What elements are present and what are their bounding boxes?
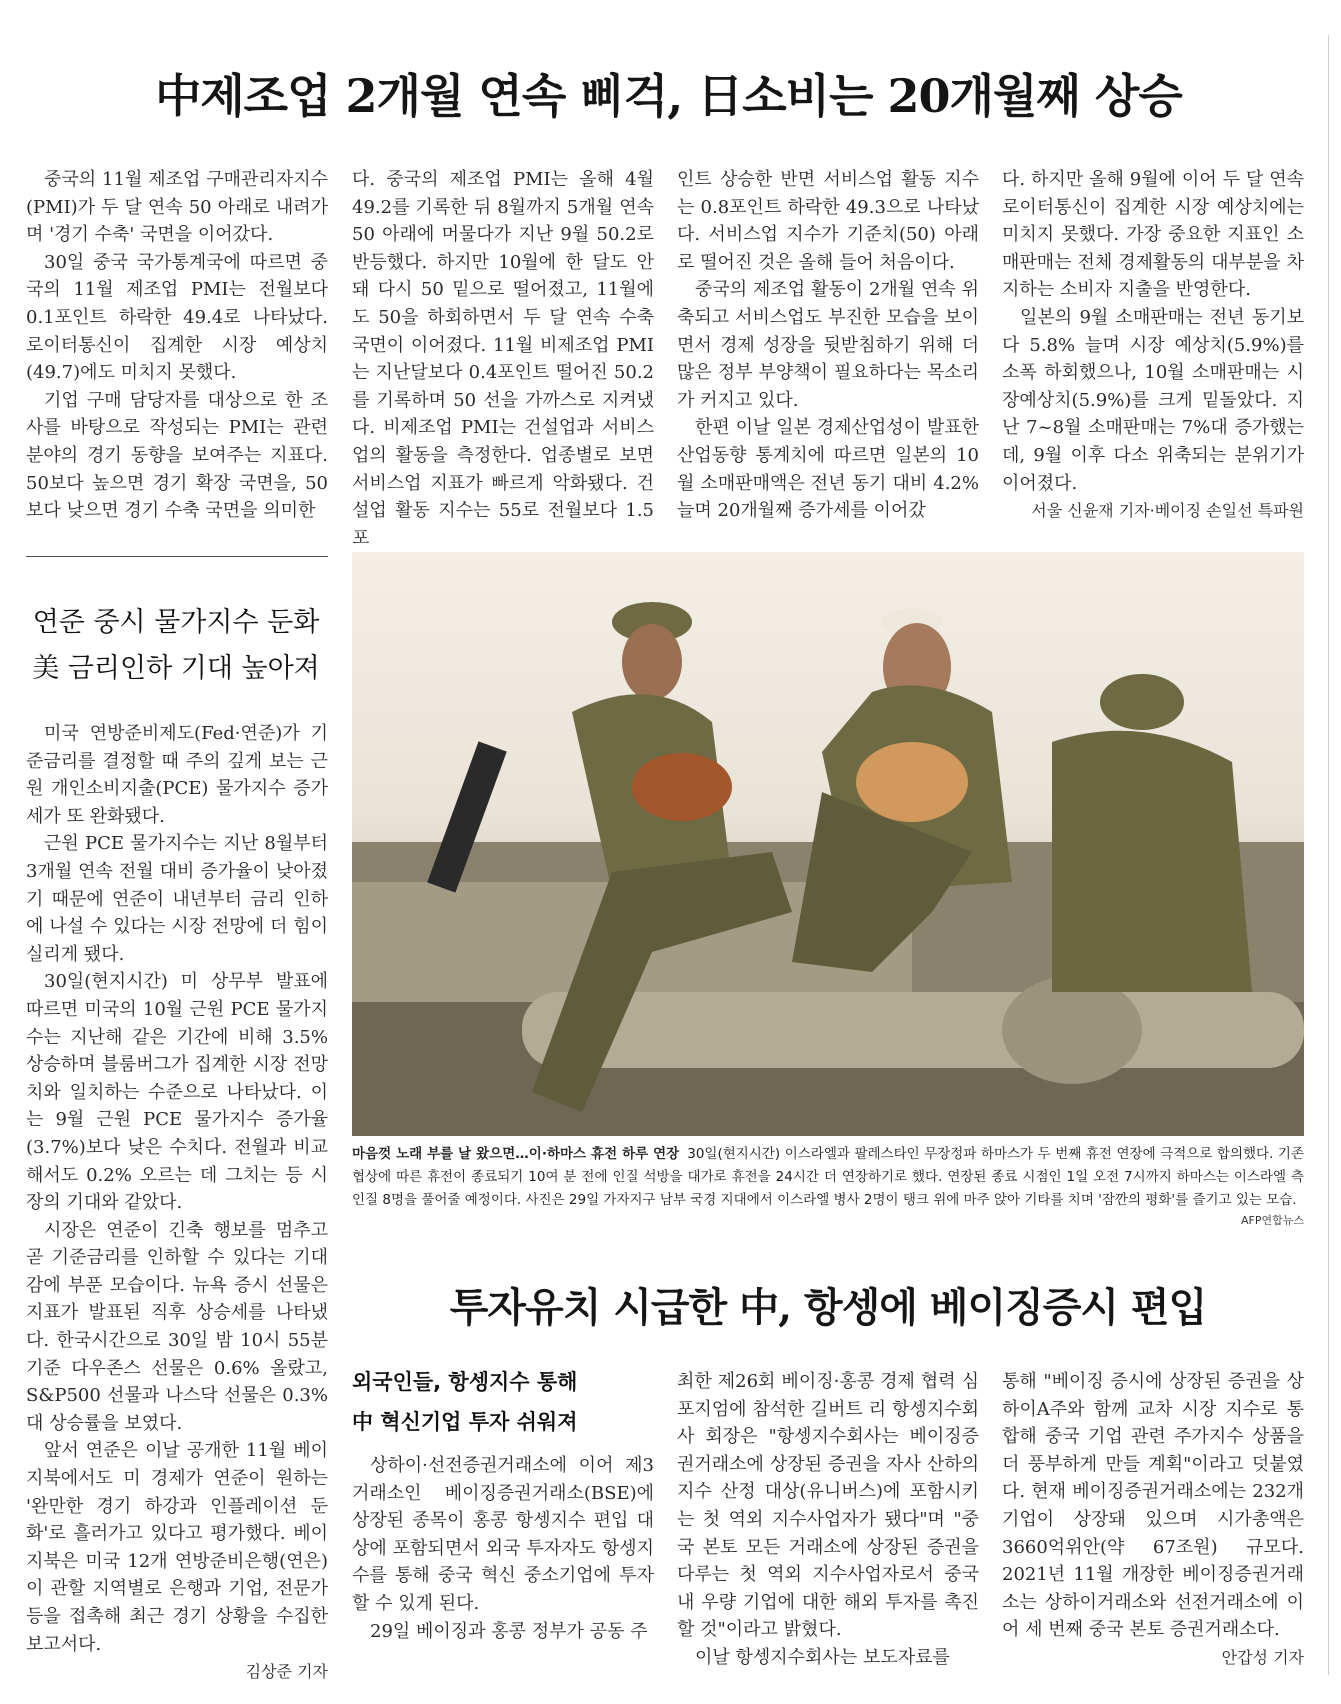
- right-margin-rule: [1328, 35, 1329, 1675]
- paragraph: 중국의 11월 제조업 구매관리자지수(PMI)가 두 달 연속 50 아래로 내려가며 '경기 수축' 국면을 이어갔다.: [26, 169, 328, 246]
- paragraph: 인트 상승한 반면 서비스업 활동 지수는 0.8포인트 하락한 49.3으로 나타났다. 서비스업 지수가 기준치(50) 아래로 떨어진 것은 올해 들어 처음이다.: [677, 169, 979, 273]
- article3-column-3: [1002, 1368, 1304, 1676]
- paragraph: 29일 베이징과 홍콩 정부가 공동 주: [370, 1620, 648, 1642]
- article3-subheadline-line2: 中 혁신기업 투자 쉬워져: [352, 1410, 578, 1434]
- photo-caption: [352, 1143, 1304, 1230]
- article2-headline-line2: 美 금리인하 기대 높아져: [32, 653, 320, 684]
- paragraph: 일본의 9월 소매판매는 전년 동기보다 5.8% 늘며 시장 예상치(5.9%)를 소폭 하회했으나, 10월 소매판매는 시장예상치(5.9%)를 크게 밑돌았다. 지난 7~8월 소매판매는 7%대 증가했는데, 9월 이후 다소 위축되는 분위기가 이어졌다.: [1002, 306, 1304, 494]
- article1-column-1: [26, 166, 328, 530]
- paragraph: 미국 연방준비제도(Fed·연준)가 기준금리를 결정할 때 주의 깊게 보는 근원 개인소비지출(PCE) 물가지수 증가세가 또 완화됐다.: [26, 723, 328, 827]
- article3-column-1: [352, 1452, 654, 1676]
- paragraph: 앞서 연준은 이날 공개한 11월 베이지북에서도 미 경제가 연준이 원하는 '완만한 경기 하강과 인플레이션 둔화'로 흘러가고 있다고 평가했다. 베이지북은 미국 12개 연방준비은행(연은)이 관할 지역별로 은행과 기업, 전문가 등을 접촉해 최근 경기 상황을 수집한 보고서다.: [26, 1440, 328, 1655]
- soldier3-helmet: [1100, 674, 1184, 730]
- article1-column-3: [677, 166, 979, 530]
- paragraph: 상하이·선전증권거래소에 이어 제3 거래소인 베이징증권거래소(BSE)에 상장된 종목이 홍콩 항셍지수 편입 대상에 포함되면서 외국 투자자도 항셍지수를 통해 중국 혁신 중소기업에 투자할 수 있게 된다.: [352, 1455, 654, 1614]
- article3-subheadline: [352, 1362, 652, 1442]
- paragraph: 다. 중국의 제조업 PMI는 올해 4월 49.2를 기록한 뒤 8월까지 5개월 연속 50 아래에 머물다가 지난 9월 50.2로 반등했다. 하지만 10월에 한 달도 안 돼 다시 50 밑으로 떨어졌고, 11월에도 50을 하회하면서 두 달 연속 수축 국면이 이어졌다. 11월 비제조업 PMI는 지난달보다 0.4포인트 떨어진 50.2를 기록하며 50 선을 가까스로 지켜냈다. 비제조업 PMI는 건설업과 서비스업의 활동을 측정한다. 업종별로 보면 서비스업 지표가 빠르게 악화됐다. 건설업 활동 지수는 55로 전월보다 1.5포: [352, 169, 654, 549]
- article2-body: [26, 720, 328, 1682]
- article3-headline: 투자유치 시급한 中, 항셍에 베이징증시 편입: [449, 1284, 1207, 1331]
- paragraph: 이날 항셍지수회사는 보도자료를: [695, 1646, 950, 1668]
- news-photo: [352, 552, 1304, 1136]
- paragraph: 최한 제26회 베이징·홍콩 경제 협력 심포지엄에 참석한 길버트 리 항셍지수회사 회장은 "항셍지수회사는 베이징증권거래소에 상장된 증권을 자사 산하의 지수 산정 대상(유니버스)에 포함시키는 첫 역외 지수사업자가 됐다"며 "중국 본토 모든 거래소에 상장된 증권을 다루는 첫 역외 지수사업자로서 중국 내 우량 기업에 대한 해외 투자를 촉진할 것"이라고 밝혔다.: [677, 1371, 979, 1641]
- article2-headline: [26, 600, 326, 692]
- tank-barrel: [522, 992, 1304, 1068]
- article3-column-2: [677, 1368, 979, 1676]
- photo-credit: AFP연합뉴스: [1241, 1214, 1304, 1227]
- article1-column-4: [1002, 166, 1304, 530]
- ukulele: [632, 753, 732, 821]
- paragraph: 통해 "베이징 증시에 상장된 증권을 상하이A주와 함께 교차 시장 지수로 통합해 중국 기업 관련 주가지수 상품을 더 풍부하게 만들 계획"이라고 덧붙였다. 현재 베이징증권거래소에는 232개 기업이 상장돼 있으며 시가총액은 3660억위안(약 67조원) 규모다. 2021년 11월 개장한 베이징증권거래소는 상하이거래소와 선전거래소에 이어 세 번째 중국 본토 증권거래소다.: [1002, 1371, 1304, 1641]
- caption-title: 마음껏 노래 부를 날 왔으면…이·하마스 휴전 하루 연장: [352, 1146, 680, 1162]
- paragraph: 한편 이날 일본 경제산업성이 발표한 산업동향 통계치에 따르면 일본의 10월 소매판매액은 전년 동기 대비 4.2% 늘며 20개월째 증가세를 이어갔: [677, 417, 979, 522]
- article1-byline: 서울 신윤재 기자·베이징 손일선 특파원: [1031, 501, 1304, 521]
- caption-text: 30일(현지시간) 이스라엘과 팔레스타인 무장정파 하마스가 두 번째 휴전 연장에 극적으로 합의했다. 기존 협상에 따른 휴전이 종료되기 10여 분 전에 인질 석방을 대가로 휴전을 24시간 더 연장하기로 했다. 연장된 종료 시점인 1일 오전 7시까지 하마스는 이스라엘 측 인질 8명을 풀어줄 예정이다. 사진은 29일 가자지구 남부 국경 지대에서 이스라엘 병사 2명이 탱크 위에 마주 앉아 기타를 치며 '잠깐의 평화'를 즐기고 있는 모습.: [352, 1146, 1305, 1208]
- paragraph: 다. 하지만 올해 9월에 이어 두 달 연속 로이터통신이 집계한 시장 예상치에는 미치지 못했다. 가장 중요한 지표인 소매판매는 전체 경제활동의 대부분을 차지하는 소비자 지출을 반영한다.: [1002, 169, 1304, 301]
- article2-byline: 김상준 기자: [245, 1662, 328, 1682]
- article3-subheadline-line1: 외국인들, 항셍지수 통해: [352, 1370, 578, 1394]
- soldier3-body: [1052, 731, 1252, 992]
- guitar: [856, 742, 968, 822]
- paragraph: 30일(현지시간) 미 상무부 발표에 따르면 미국의 10월 근원 PCE 물가지수는 지난해 같은 기간에 비해 3.5% 상승하며 블룸버그가 집계한 시장 전망치와 일치하는 수준으로 나타났다. 이는 9월 근원 PCE 물가지수 증가율(3.7%)보다 낮은 수치다. 전월과 비교해서도 0.2% 오르는 데 그치는 등 시장의 기대와 같았다.: [26, 971, 328, 1214]
- article1-headline: 中제조업 2개월 연속 삐걱, 日소비는 20개월째 상승: [155, 69, 1182, 123]
- soldiers-on-tank-illustration: [352, 552, 1304, 1136]
- article3-byline: 안갑성 기자: [1221, 1647, 1304, 1667]
- paragraph: 중국의 제조업 활동이 2개월 연속 위축되고 서비스업도 부진한 모습을 보이면서 경제 성장을 뒷받침하기 위해 더 많은 정부 부양책이 필요하다는 목소리가 커지고 있다.: [677, 279, 979, 411]
- section-divider: [26, 556, 328, 557]
- paragraph: 시장은 연준이 긴축 행보를 멈추고 곧 기준금리를 인하할 수 있다는 기대감에 부푼 모습이다. 뉴욕 증시 선물은 지표가 발표된 직후 상승세를 나타냈다. 한국시간으로 30일 밤 10시 55분 기준 다우존스 선물은 0.6% 올랐고, S&P500 선물과 나스닥 선물은 0.3%대 상승률을 보였다.: [26, 1219, 328, 1434]
- paragraph: 기업 구매 담당자를 대상으로 한 조사를 바탕으로 작성되는 PMI는 관련 분야의 경기 동향을 보여주는 지표다. 50보다 높으면 경기 확장 국면을, 50보다 낮으면 경기 수축 국면을 의미한: [26, 389, 328, 522]
- soldier1-head: [622, 624, 682, 700]
- article1-column-2: [352, 166, 654, 549]
- paragraph: 근원 PCE 물가지수는 지난 8월부터 3개월 연속 전월 대비 증가율이 낮아졌기 때문에 연준이 내년부터 금리 인하에 나설 수 있다는 시장 전망에 더 힘이 실리게 됐다.: [26, 833, 328, 965]
- article2-headline-line1: 연준 중시 물가지수 둔화: [32, 607, 320, 638]
- barrel-sleeve: [1002, 976, 1142, 1084]
- paragraph: 30일 중국 국가통계국에 따르면 중국의 11월 제조업 PMI는 전월보다 0.1포인트 하락한 49.4로 나타났다. 로이터통신이 집계한 시장 예상치(49.7)에도 미치지 못했다.: [26, 251, 328, 384]
